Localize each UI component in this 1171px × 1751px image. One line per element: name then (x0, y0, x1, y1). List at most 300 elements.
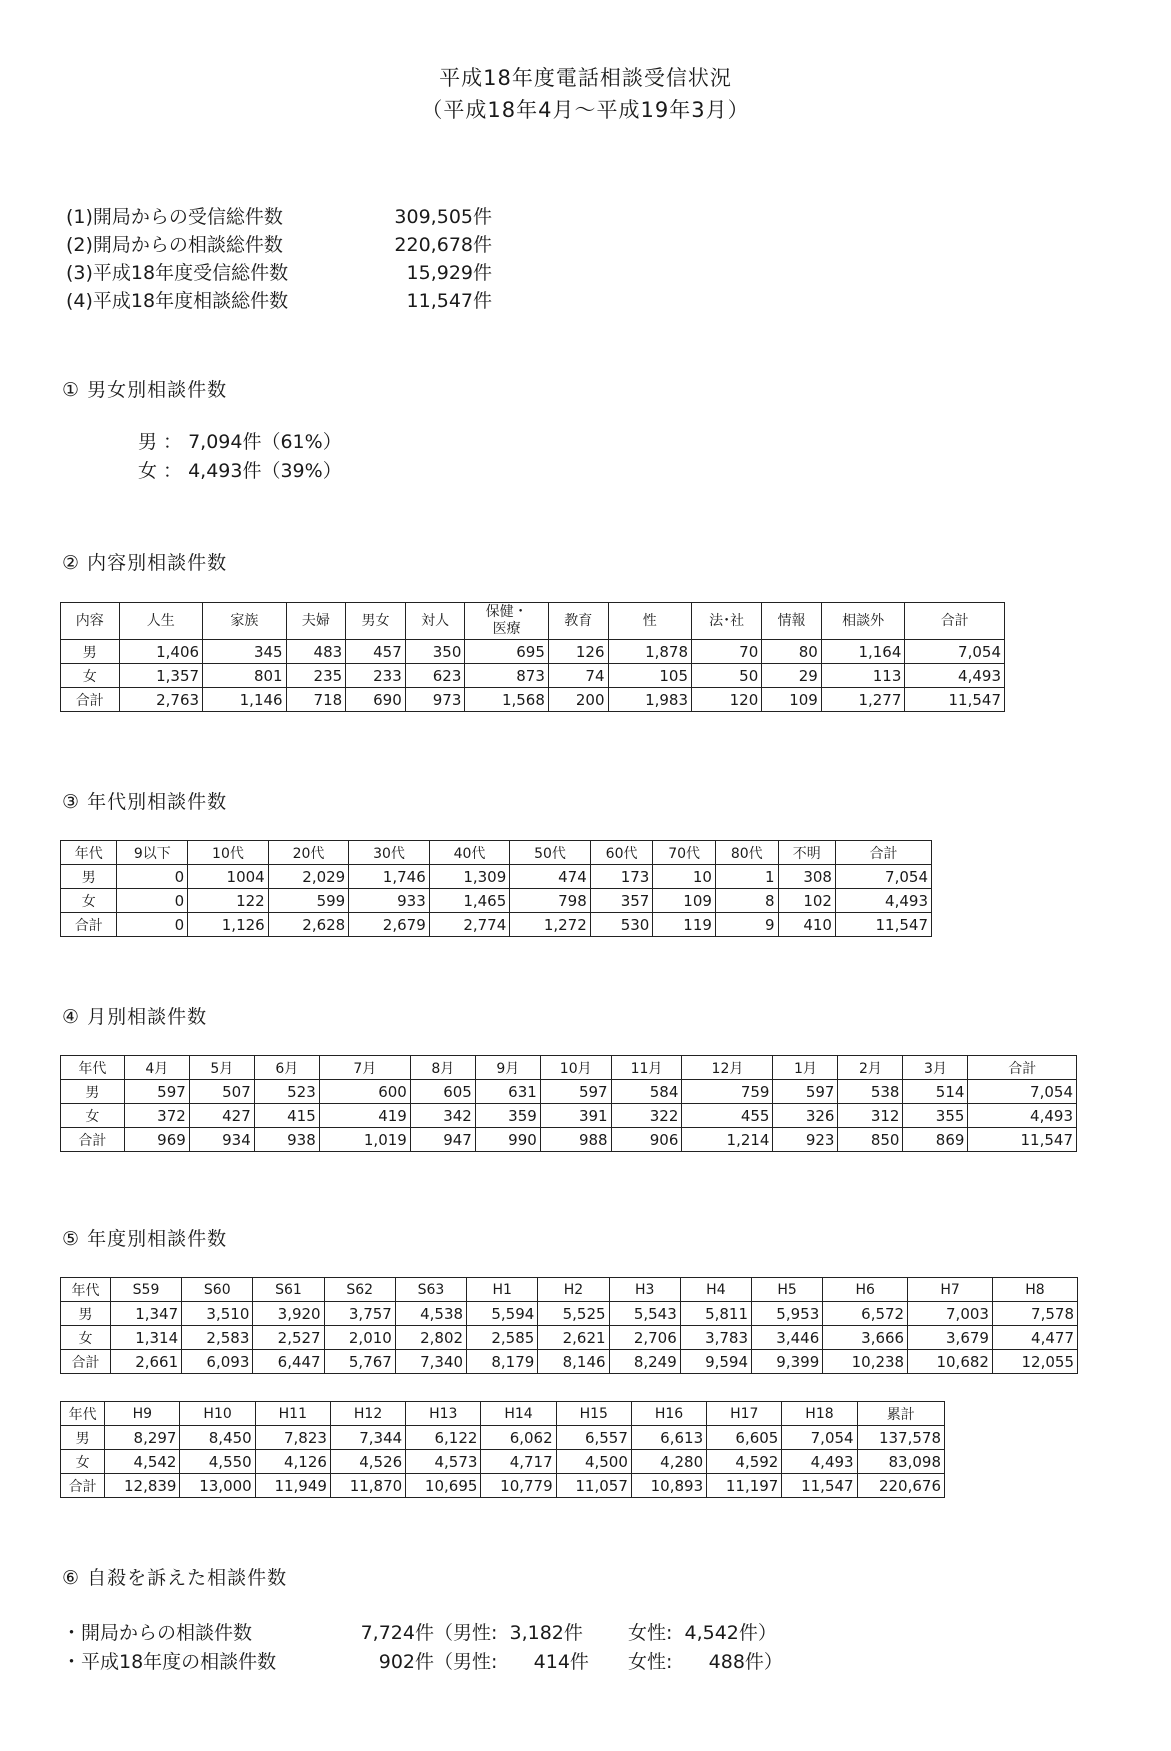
summary-row (66, 202, 492, 229)
column-header: 保健・ 医療 (465, 603, 549, 640)
column-header: 5月 (189, 1056, 254, 1080)
column-header: 相談外 (821, 603, 905, 640)
table-cell: 4,717 (481, 1450, 556, 1474)
table-row (61, 889, 932, 913)
table-cell: 584 (611, 1080, 682, 1104)
summary-row (66, 286, 492, 313)
table-cell: 690 (346, 688, 406, 712)
column-header: H11 (255, 1402, 330, 1426)
table-cell: 457 (346, 640, 406, 664)
table-cell: 8,146 (538, 1350, 609, 1374)
table-cell: 126 (548, 640, 608, 664)
table-cell: 0 (117, 865, 188, 889)
table-row (61, 1450, 945, 1474)
table-cell: 2,621 (538, 1326, 609, 1350)
table-cell: 5,811 (680, 1302, 751, 1326)
table-cell: 7,054 (782, 1426, 857, 1450)
table-cell: 109 (653, 889, 716, 913)
table-cell: 1,019 (319, 1128, 410, 1152)
table-row (61, 1474, 945, 1498)
table-cell: 0 (117, 889, 188, 913)
table-cell: 4,493 (968, 1104, 1077, 1128)
column-header: 11月 (611, 1056, 682, 1080)
column-header: 対人 (405, 603, 465, 640)
table-cell: 5,525 (538, 1302, 609, 1326)
column-header: H5 (752, 1278, 823, 1302)
table-cell: 1,146 (203, 688, 287, 712)
table-cell: 990 (475, 1128, 540, 1152)
column-header: 12月 (682, 1056, 773, 1080)
column-header: 30代 (349, 841, 430, 865)
table-row (61, 688, 1005, 712)
table-cell: 2,802 (395, 1326, 466, 1350)
table-cell: 11,547 (782, 1474, 857, 1498)
table-cell: 12,839 (105, 1474, 180, 1498)
table-cell: 718 (286, 688, 346, 712)
column-header: S61 (253, 1278, 324, 1302)
table-cell: 2,706 (609, 1326, 680, 1350)
column-header: 合計 (968, 1056, 1077, 1080)
column-header: 3月 (903, 1056, 968, 1080)
column-header: 情報 (762, 603, 822, 640)
column-header: H13 (406, 1402, 481, 1426)
summary-value: 220,678件 (394, 234, 492, 256)
table-cell: 6,122 (406, 1426, 481, 1450)
table-cell: 3,679 (908, 1326, 993, 1350)
table-cell: 11,057 (556, 1474, 631, 1498)
table-cell: 6,557 (556, 1426, 631, 1450)
suicide-total: 902件 (378, 1651, 434, 1673)
table-row (61, 1302, 1078, 1326)
column-header: 年代 (61, 841, 117, 865)
table-cell: 6,572 (823, 1302, 908, 1326)
column-header: H15 (556, 1402, 631, 1426)
table-cell: 350 (405, 640, 465, 664)
row-label: 男 (61, 1426, 105, 1450)
table-cell: 74 (548, 664, 608, 688)
table-cell: 2,010 (324, 1326, 395, 1350)
table-cell: 6,093 (182, 1350, 253, 1374)
table-cell: 2,585 (467, 1326, 538, 1350)
table-cell: 474 (510, 865, 591, 889)
summary-row (66, 258, 492, 285)
table-cell: 1,465 (429, 889, 510, 913)
table-cell: 873 (465, 664, 549, 688)
column-header: S59 (110, 1278, 181, 1302)
table-cell: 4,126 (255, 1450, 330, 1474)
table-cell: 410 (778, 913, 835, 937)
table-cell: 3,757 (324, 1302, 395, 1326)
table-cell: 8,249 (609, 1350, 680, 1374)
page-title: 平成18年度電話相談受信状況 (439, 66, 732, 90)
column-header: 20代 (268, 841, 349, 865)
table-row (61, 1326, 1078, 1350)
table-cell: 798 (510, 889, 591, 913)
column-header: 合計 (835, 841, 931, 865)
column-header: H7 (908, 1278, 993, 1302)
table-cell: 342 (410, 1104, 475, 1128)
table-cell: 11,547 (835, 913, 931, 937)
table-row (61, 913, 932, 937)
column-header: 男女 (346, 603, 406, 640)
table-cell: 3,783 (680, 1326, 751, 1350)
table-cell: 10,779 (481, 1474, 556, 1498)
table-cell: 12,055 (992, 1350, 1077, 1374)
summary-row (66, 230, 492, 257)
suicide-male: （男性: 3,182件 (434, 1622, 583, 1644)
table-cell: 220,676 (857, 1474, 944, 1498)
summary-label: (4)平成18年度相談総件数 (66, 290, 289, 312)
table-cell: 1,347 (110, 1302, 181, 1326)
table-cell: 7,054 (968, 1080, 1077, 1104)
table-cell: 359 (475, 1104, 540, 1128)
table-cell: 10,695 (406, 1474, 481, 1498)
table-cell: 5,594 (467, 1302, 538, 1326)
table-cell: 2,679 (349, 913, 430, 937)
table-cell: 173 (590, 865, 653, 889)
column-header: 10月 (540, 1056, 611, 1080)
section6-heading: ⑥ 自殺を訴えた相談件数 (62, 1567, 288, 1589)
row-label: 男 (61, 865, 117, 889)
table-cell: 4,500 (556, 1450, 631, 1474)
table-header-row (61, 841, 932, 865)
table-cell: 801 (203, 664, 287, 688)
table-cell: 988 (540, 1128, 611, 1152)
table-cell: 8 (715, 889, 778, 913)
table-cell: 8,297 (105, 1426, 180, 1450)
table-cell: 7,823 (255, 1426, 330, 1450)
table-cell: 695 (465, 640, 549, 664)
column-header: 法･社 (692, 603, 762, 640)
column-header: 8月 (410, 1056, 475, 1080)
table-cell: 947 (410, 1128, 475, 1152)
page-subtitle: （平成18年4月～平成19年3月） (421, 98, 750, 122)
table-cell: 3,510 (182, 1302, 253, 1326)
column-header: 9月 (475, 1056, 540, 1080)
row-label: 合計 (61, 1128, 125, 1152)
table-row (61, 1104, 1077, 1128)
column-header: H9 (105, 1402, 180, 1426)
column-header: 2月 (838, 1056, 903, 1080)
table-cell: 9,399 (752, 1350, 823, 1374)
column-header: H8 (992, 1278, 1077, 1302)
suicide-male: （男性: 414件 (434, 1651, 589, 1673)
table-cell: 13,000 (180, 1474, 255, 1498)
table-cell: 969 (124, 1128, 189, 1152)
table-cell: 7,054 (905, 640, 1005, 664)
column-header: 人生 (119, 603, 203, 640)
table-cell: 9,594 (680, 1350, 751, 1374)
row-label: 女 (61, 1450, 105, 1474)
column-header: H6 (823, 1278, 908, 1302)
column-header: 教育 (548, 603, 608, 640)
table-cell: 355 (903, 1104, 968, 1128)
column-header: 40代 (429, 841, 510, 865)
table-cell: 2,763 (119, 688, 203, 712)
column-header: H18 (782, 1402, 857, 1426)
row-label: 女 (61, 664, 120, 688)
column-header: 内容 (61, 603, 120, 640)
column-header: S62 (324, 1278, 395, 1302)
table-cell: 4,280 (631, 1450, 706, 1474)
table-cell: 934 (189, 1128, 254, 1152)
table-cell: 11,547 (905, 688, 1005, 712)
table-cell: 1,214 (682, 1128, 773, 1152)
table-cell: 113 (821, 664, 905, 688)
column-header: 50代 (510, 841, 591, 865)
table-cell: 2,527 (253, 1326, 324, 1350)
table-cell: 523 (254, 1080, 319, 1104)
month-table (60, 1055, 1077, 1152)
table-cell: 10 (653, 865, 716, 889)
table-cell: 938 (254, 1128, 319, 1152)
table-cell: 4,573 (406, 1450, 481, 1474)
table-cell: 109 (762, 688, 822, 712)
summary-value: 15,929件 (406, 262, 492, 284)
table-cell: 10,682 (908, 1350, 993, 1374)
table-cell: 6,447 (253, 1350, 324, 1374)
column-header: 年代 (61, 1402, 105, 1426)
table-cell: 3,920 (253, 1302, 324, 1326)
table-cell: 415 (254, 1104, 319, 1128)
row-label: 女 (61, 889, 117, 913)
section4-heading: ④ 月別相談件数 (62, 1006, 208, 1028)
table-cell: 83,098 (857, 1450, 944, 1474)
table-cell: 1 (715, 865, 778, 889)
table-cell: 4,538 (395, 1302, 466, 1326)
column-header: H1 (467, 1278, 538, 1302)
table-cell: 906 (611, 1128, 682, 1152)
suicide-total: 7,724件 (360, 1622, 434, 1644)
table-row (61, 865, 932, 889)
table-header-row (61, 1402, 945, 1426)
column-header: 9以下 (117, 841, 188, 865)
year-table-a (60, 1277, 1078, 1374)
table-cell: 869 (903, 1128, 968, 1152)
table-cell: 538 (838, 1080, 903, 1104)
table-cell: 29 (762, 664, 822, 688)
table-cell: 7,344 (330, 1426, 405, 1450)
table-cell: 391 (540, 1104, 611, 1128)
column-header: H14 (481, 1402, 556, 1426)
table-cell: 8,179 (467, 1350, 538, 1374)
table-cell: 4,592 (707, 1450, 782, 1474)
table-cell: 11,949 (255, 1474, 330, 1498)
table-cell: 514 (903, 1080, 968, 1104)
row-label: 合計 (61, 1350, 111, 1374)
table-cell: 137,578 (857, 1426, 944, 1450)
table-cell: 233 (346, 664, 406, 688)
table-cell: 7,054 (835, 865, 931, 889)
table-cell: 102 (778, 889, 835, 913)
column-header: 4月 (124, 1056, 189, 1080)
table-cell: 345 (203, 640, 287, 664)
table-cell: 1,983 (608, 688, 692, 712)
table-cell: 850 (838, 1128, 903, 1152)
table-cell: 322 (611, 1104, 682, 1128)
column-header: H4 (680, 1278, 751, 1302)
table-cell: 0 (117, 913, 188, 937)
column-header: 1月 (773, 1056, 838, 1080)
table-cell: 2,583 (182, 1326, 253, 1350)
table-cell: 4,526 (330, 1450, 405, 1474)
table-row (61, 1080, 1077, 1104)
row-label: 男 (61, 640, 120, 664)
table-cell: 1,746 (349, 865, 430, 889)
column-header: 性 (608, 603, 692, 640)
table-cell: 600 (319, 1080, 410, 1104)
suicide-label: ・平成18年度の相談件数 (62, 1651, 277, 1673)
table-cell: 5,767 (324, 1350, 395, 1374)
table-cell: 597 (773, 1080, 838, 1104)
table-row (61, 640, 1005, 664)
summary-label: (1)開局からの受信総件数 (66, 206, 283, 228)
table-cell: 419 (319, 1104, 410, 1128)
table-cell: 119 (653, 913, 716, 937)
suicide-label: ・開局からの相談件数 (62, 1622, 253, 1644)
table-cell: 597 (540, 1080, 611, 1104)
table-cell: 357 (590, 889, 653, 913)
table-cell: 623 (405, 664, 465, 688)
suicide-female: 女性: 4,542件） (628, 1622, 777, 1644)
table-cell: 11,547 (968, 1128, 1077, 1152)
section3-heading: ③ 年代別相談件数 (62, 791, 228, 813)
column-header: S60 (182, 1278, 253, 1302)
table-cell: 1,272 (510, 913, 591, 937)
table-cell: 1,878 (608, 640, 692, 664)
section2-heading: ② 内容別相談件数 (62, 552, 228, 574)
table-cell: 372 (124, 1104, 189, 1128)
table-cell: 2,628 (268, 913, 349, 937)
table-cell: 483 (286, 640, 346, 664)
row-label: 男 (61, 1302, 111, 1326)
column-header: S63 (395, 1278, 466, 1302)
table-cell: 759 (682, 1080, 773, 1104)
table-cell: 1,126 (188, 913, 269, 937)
year-table-b (60, 1401, 945, 1498)
column-header: H12 (330, 1402, 405, 1426)
table-cell: 11,197 (707, 1474, 782, 1498)
suicide-row (62, 1647, 783, 1674)
table-cell: 122 (188, 889, 269, 913)
table-cell: 2,661 (110, 1350, 181, 1374)
column-header: 累計 (857, 1402, 944, 1426)
table-cell: 3,666 (823, 1326, 908, 1350)
column-header: 合計 (905, 603, 1005, 640)
table-cell: 50 (692, 664, 762, 688)
table-cell: 308 (778, 865, 835, 889)
column-header: H2 (538, 1278, 609, 1302)
table-cell: 507 (189, 1080, 254, 1104)
row-label: 合計 (61, 913, 117, 937)
table-cell: 8,450 (180, 1426, 255, 1450)
table-row (61, 1128, 1077, 1152)
table-row (61, 664, 1005, 688)
column-header: 10代 (188, 841, 269, 865)
table-cell: 10,893 (631, 1474, 706, 1498)
column-header: H3 (609, 1278, 680, 1302)
summary-value: 309,505件 (394, 206, 492, 228)
table-cell: 973 (405, 688, 465, 712)
table-cell: 427 (189, 1104, 254, 1128)
table-cell: 7,578 (992, 1302, 1077, 1326)
content-table (60, 602, 1005, 712)
summary-label: (2)開局からの相談総件数 (66, 234, 283, 256)
table-cell: 2,774 (429, 913, 510, 937)
column-header: H10 (180, 1402, 255, 1426)
row-label: 女 (61, 1326, 111, 1350)
table-cell: 312 (838, 1104, 903, 1128)
age-table (60, 840, 932, 937)
table-cell: 4,477 (992, 1326, 1077, 1350)
table-cell: 4,550 (180, 1450, 255, 1474)
summary-label: (3)平成18年度受信総件数 (66, 262, 289, 284)
table-cell: 631 (475, 1080, 540, 1104)
row-label: 合計 (61, 688, 120, 712)
table-cell: 1,164 (821, 640, 905, 664)
column-header: 夫婦 (286, 603, 346, 640)
table-cell: 933 (349, 889, 430, 913)
table-cell: 923 (773, 1128, 838, 1152)
table-cell: 9 (715, 913, 778, 937)
table-cell: 455 (682, 1104, 773, 1128)
table-cell: 11,870 (330, 1474, 405, 1498)
table-cell: 7,003 (908, 1302, 993, 1326)
table-cell: 10,238 (823, 1350, 908, 1374)
column-header: 70代 (653, 841, 716, 865)
table-cell: 530 (590, 913, 653, 937)
table-cell: 120 (692, 688, 762, 712)
table-cell: 200 (548, 688, 608, 712)
section1-heading: ① 男女別相談件数 (62, 379, 228, 401)
table-cell: 1,406 (119, 640, 203, 664)
table-cell: 235 (286, 664, 346, 688)
row-label: 合計 (61, 1474, 105, 1498)
section5-heading: ⑤ 年度別相談件数 (62, 1228, 228, 1250)
table-cell: 105 (608, 664, 692, 688)
table-cell: 5,543 (609, 1302, 680, 1326)
column-header: 年代 (61, 1056, 125, 1080)
summary-value: 11,547件 (406, 290, 492, 312)
column-header: H16 (631, 1402, 706, 1426)
table-cell: 1,314 (110, 1326, 181, 1350)
column-header: H17 (707, 1402, 782, 1426)
table-cell: 5,953 (752, 1302, 823, 1326)
column-header: 6月 (254, 1056, 319, 1080)
table-cell: 6,605 (707, 1426, 782, 1450)
row-label: 女 (61, 1104, 125, 1128)
column-header: 年代 (61, 1278, 111, 1302)
table-cell: 4,493 (905, 664, 1005, 688)
table-cell: 2,029 (268, 865, 349, 889)
suicide-row (62, 1618, 777, 1645)
table-cell: 1,568 (465, 688, 549, 712)
table-cell: 605 (410, 1080, 475, 1104)
table-cell: 4,493 (782, 1450, 857, 1474)
table-cell: 597 (124, 1080, 189, 1104)
row-label: 男 (61, 1080, 125, 1104)
table-cell: 4,542 (105, 1450, 180, 1474)
table-cell: 326 (773, 1104, 838, 1128)
suicide-female: 女性: 488件） (628, 1651, 783, 1673)
column-header: 7月 (319, 1056, 410, 1080)
table-cell: 70 (692, 640, 762, 664)
table-header-row (61, 603, 1005, 640)
table-cell: 1,277 (821, 688, 905, 712)
table-cell: 6,613 (631, 1426, 706, 1450)
table-cell: 1,357 (119, 664, 203, 688)
table-header-row (61, 1278, 1078, 1302)
